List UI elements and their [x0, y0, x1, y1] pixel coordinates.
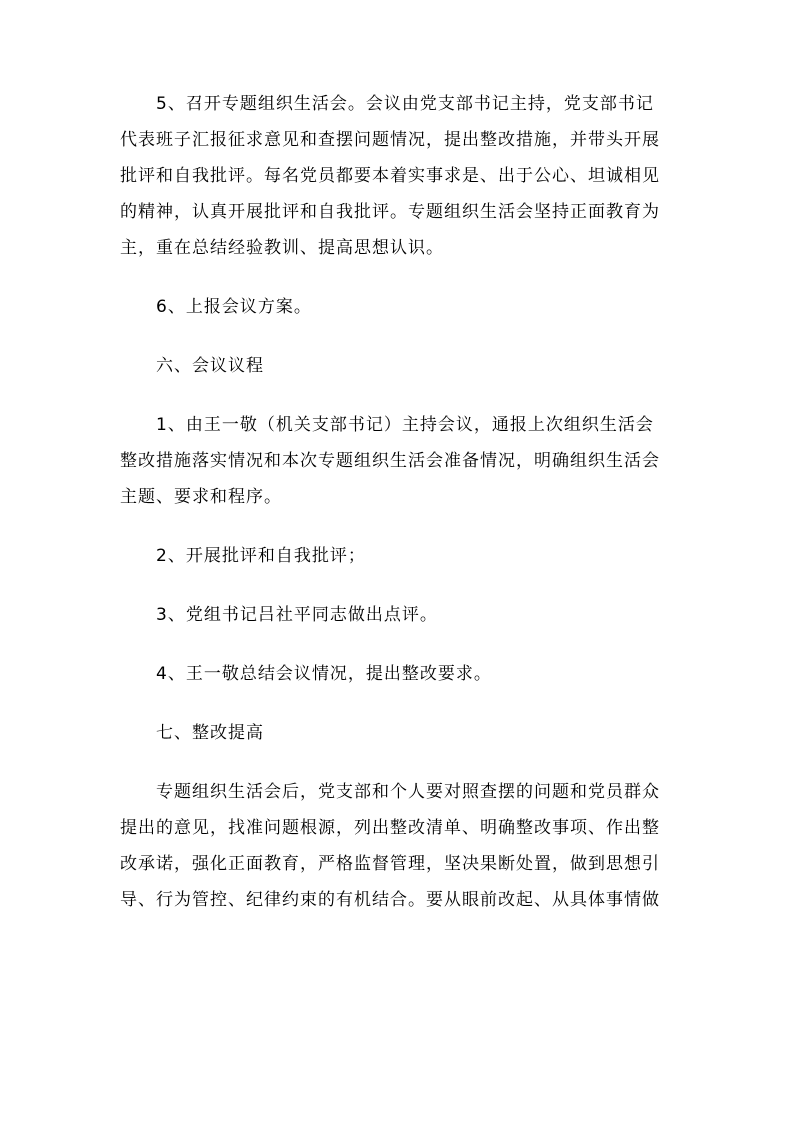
text-line: 3、党组书记吕社平同志做出点评。 [156, 605, 438, 625]
text-line: 4、王一敬总结会议情况，提出整改要求。 [156, 664, 492, 684]
agenda-item-3 [120, 597, 675, 633]
heading-text: 六、会议议程 [156, 356, 264, 376]
text-line: 的精神，认真开展批评和自我批评。专题组织生活会坚持正面教育为 [120, 202, 660, 222]
agenda-item-2 [120, 538, 675, 574]
text-line: 改承诺，强化正面教育，严格监督管理，坚决果断处置，做到思想引 [120, 854, 660, 874]
paragraph-item-6 [120, 289, 675, 325]
text-line: 1、由王一敬（机关支部书记）主持会议，通报上次组织生活会 [156, 415, 654, 435]
text-line: 主，重在总结经验教训、提高思想认识。 [120, 238, 444, 258]
text-line: 专题组织生活会后，党支部和个人要对照查摆的问题和党员群众 [156, 782, 660, 802]
text-line: 2、开展批评和自我批评； [156, 546, 366, 566]
heading-text: 七、整改提高 [156, 723, 264, 743]
text-line: 6、上报会议方案。 [156, 297, 312, 317]
text-line: 5、召开专题组织生活会。会议由党支部书记主持，党支部书记 [156, 94, 654, 114]
rectification-paragraph [120, 774, 675, 918]
section-heading-6 [120, 348, 675, 384]
document-body [120, 86, 675, 941]
paragraph-item-5 [120, 86, 675, 266]
text-line: 整改措施落实情况和本次专题组织生活会准备情况，明确组织生活会 [120, 451, 660, 471]
text-line: 提出的意见，找准问题根源，列出整改清单、明确整改事项、作出整 [120, 818, 660, 838]
agenda-item-4 [120, 656, 675, 692]
section-heading-7 [120, 715, 675, 751]
text-line: 导、行为管控、纪律约束的有机结合。要从眼前改起、从具体事情做 [120, 890, 660, 910]
text-line: 批评和自我批评。每名党员都要本着实事求是、出于公心、坦诚相见 [120, 166, 660, 186]
agenda-item-1 [120, 407, 675, 515]
text-line: 主题、要求和程序。 [120, 487, 282, 507]
text-line: 代表班子汇报征求意见和查摆问题情况，提出整改措施，并带头开展 [120, 130, 660, 150]
